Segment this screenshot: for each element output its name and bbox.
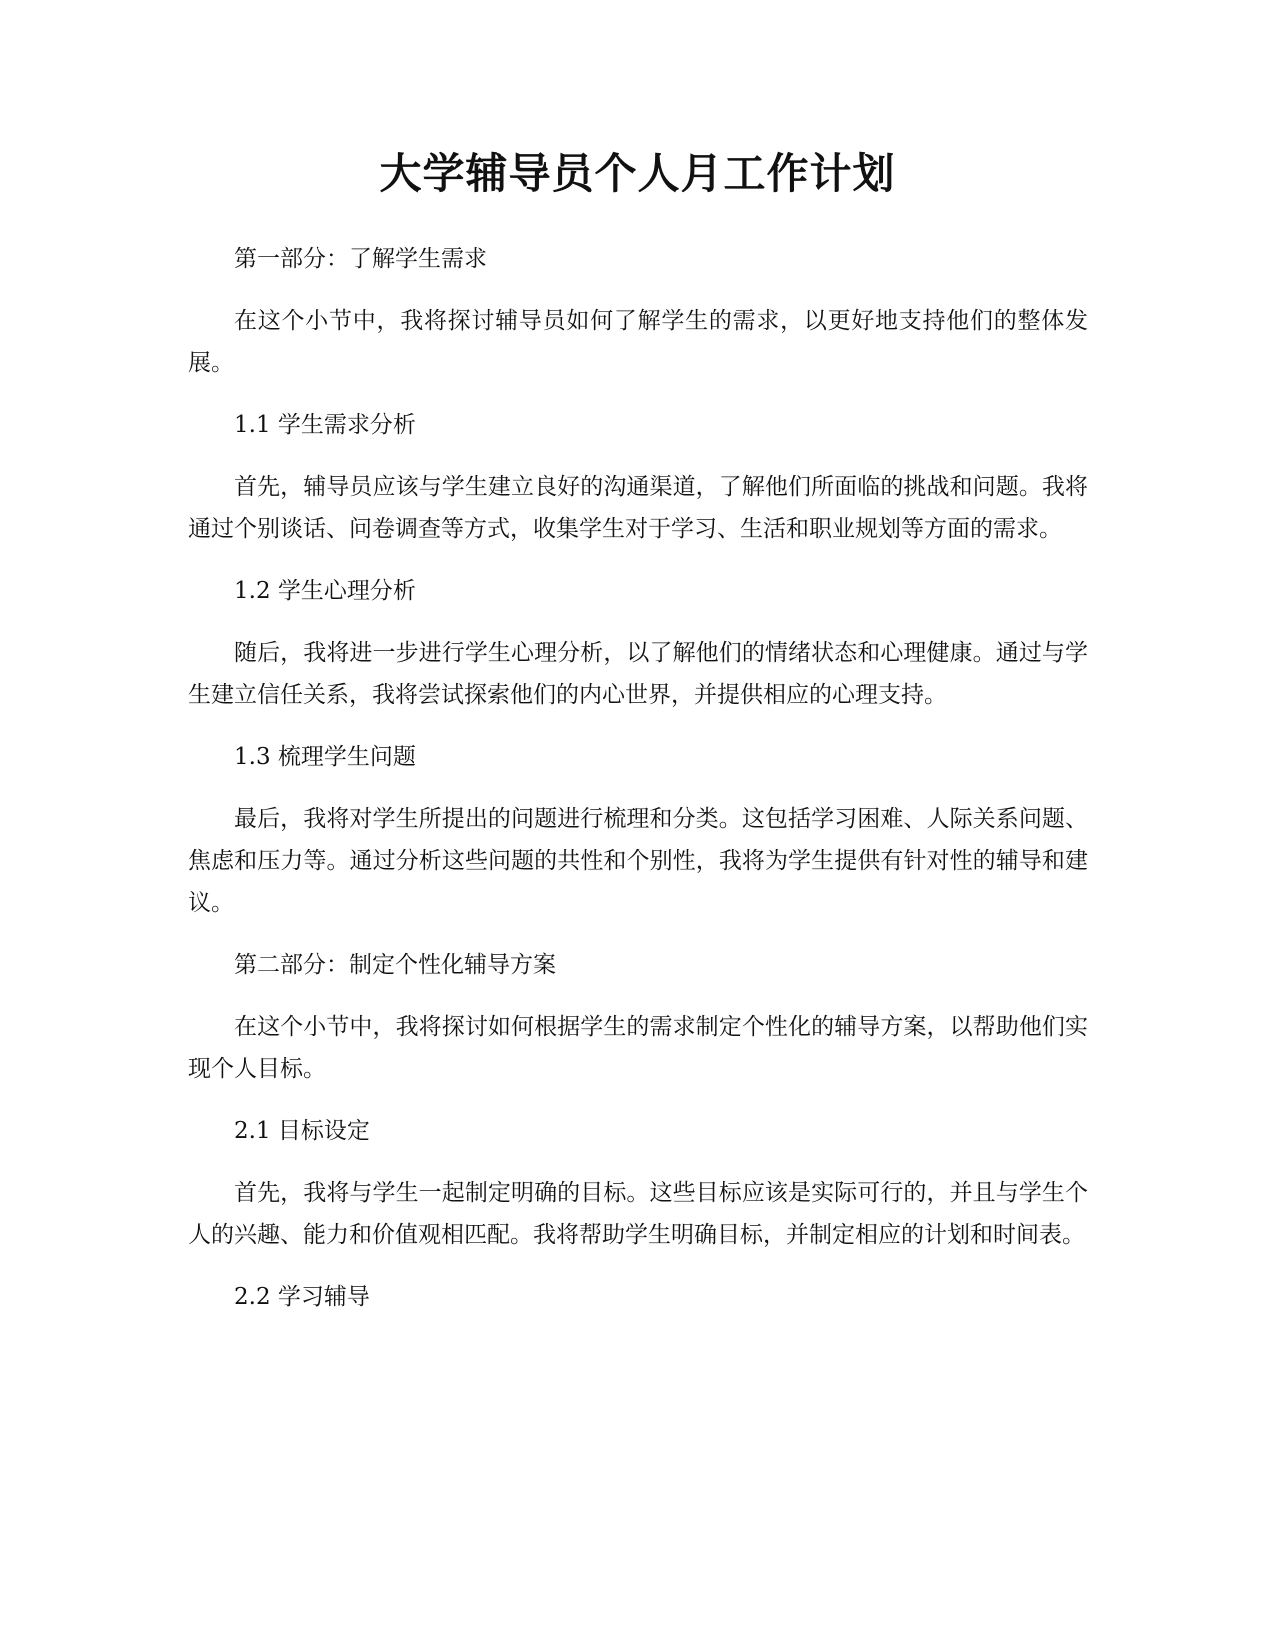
paragraph-2-1: 首先，我将与学生一起制定明确的目标。这些目标应该是实际可行的，并且与学生个人的兴趣、能力和价值观相匹配。我将帮助学生明确目标，并制定相应的计划和时间表。 xyxy=(188,1180,1088,1248)
paragraph-1-2: 随后，我将进一步进行学生心理分析，以了解他们的情绪状态和心理健康。通过与学生建立信任关系，我将尝试探索他们的内心世界，并提供相应的心理支持。 xyxy=(188,640,1088,708)
section-heading-part2: 第二部分：制定个性化辅导方案 xyxy=(234,952,556,978)
subsection-heading-1-3: 1.3 梳理学生问题 xyxy=(234,744,416,770)
paragraph-1-3: 最后，我将对学生所提出的问题进行梳理和分类。这包括学习困难、人际关系问题、焦虑和压力等。通过分析这些问题的共性和个别性，我将为学生提供有针对性的辅导和建议。 xyxy=(188,806,1088,916)
section-heading-part1: 第一部分：了解学生需求 xyxy=(234,246,487,272)
paragraph-part1-intro: 在这个小节中，我将探讨辅导员如何了解学生的需求，以更好地支持他们的整体发展。 xyxy=(188,308,1088,376)
paragraph-part2-intro: 在这个小节中，我将探讨如何根据学生的需求制定个性化的辅导方案，以帮助他们实现个人目标。 xyxy=(188,1014,1088,1082)
subsection-heading-1-2: 1.2 学生心理分析 xyxy=(234,578,416,604)
subsection-heading-2-1: 2.1 目标设定 xyxy=(234,1118,370,1144)
document-title: 大学辅导员个人月工作计划 xyxy=(379,149,896,198)
subsection-heading-1-1: 1.1 学生需求分析 xyxy=(234,412,416,438)
paragraph-1-1: 首先，辅导员应该与学生建立良好的沟通渠道，了解他们所面临的挑战和问题。我将通过个别谈话、问卷调查等方式，收集学生对于学习、生活和职业规划等方面的需求。 xyxy=(188,474,1088,542)
subsection-heading-2-2: 2.2 学习辅导 xyxy=(234,1284,370,1310)
document-body xyxy=(188,238,1088,1338)
